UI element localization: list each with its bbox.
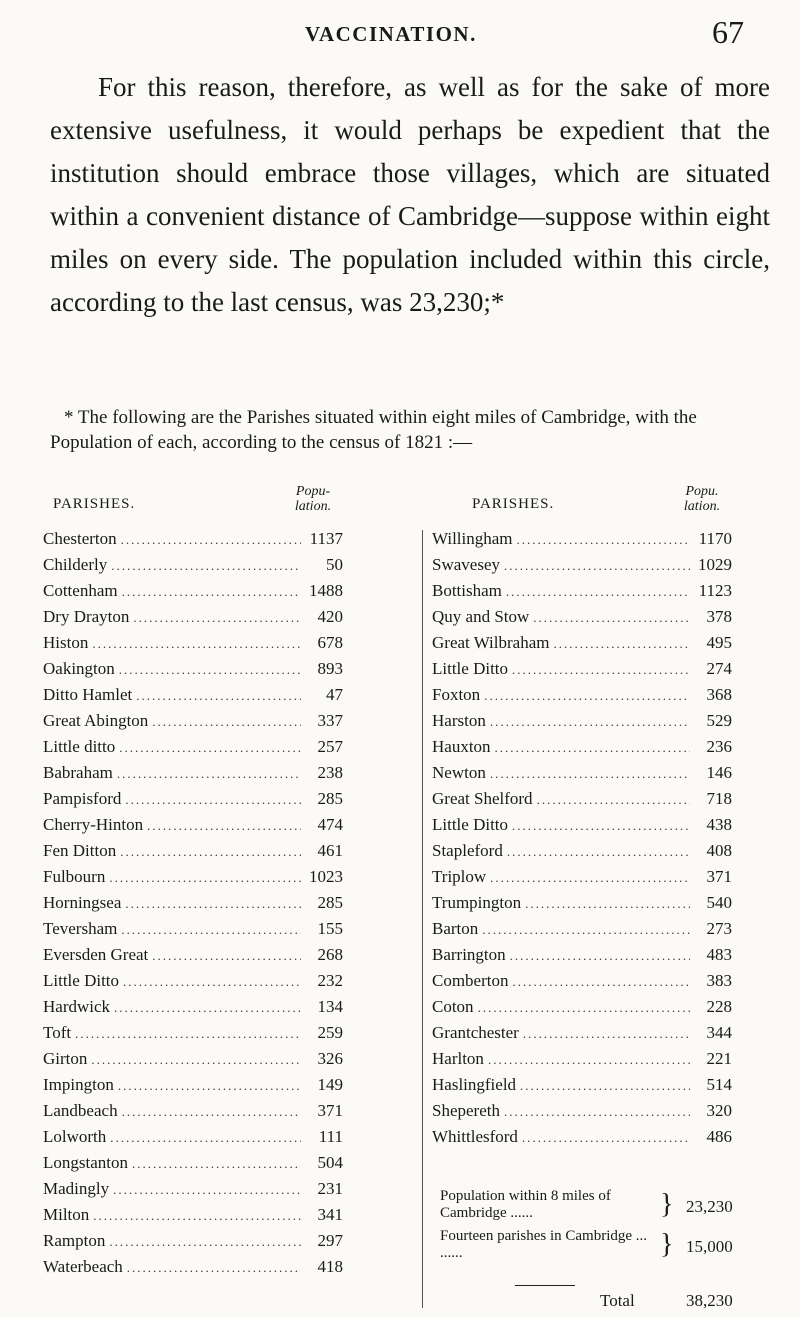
table-row <box>43 812 343 838</box>
leader-dots <box>121 917 301 943</box>
table-row <box>432 630 732 656</box>
parish-name: Lolworth <box>43 1127 107 1146</box>
population-value: 540 <box>706 893 732 912</box>
parish-name: Little ditto <box>43 737 116 756</box>
leader-dots <box>75 1021 301 1047</box>
leader-dots <box>133 605 301 631</box>
leader-dots <box>482 917 690 943</box>
leader-dots <box>517 527 690 553</box>
leader-dots <box>504 1099 690 1125</box>
population-value: 474 <box>317 815 343 834</box>
table-row <box>432 994 732 1020</box>
body-paragraph <box>50 66 770 324</box>
population-value: 232 <box>317 971 343 990</box>
right-rows <box>432 526 732 1150</box>
population-value: 514 <box>706 1075 732 1094</box>
parish-name: Girton <box>43 1049 88 1068</box>
parish-name: Swavesey <box>432 555 500 574</box>
population-value: 371 <box>706 867 732 886</box>
table-row <box>43 656 343 682</box>
parish-name: Dry Drayton <box>43 607 130 626</box>
table-row <box>43 890 343 916</box>
table-row <box>43 1124 343 1150</box>
population-value: 155 <box>317 919 343 938</box>
parishes-header: PARISHES. <box>472 496 555 512</box>
table-row <box>43 1202 343 1228</box>
leader-dots <box>523 1021 690 1047</box>
population-value: 1023 <box>309 867 343 886</box>
leader-dots <box>533 605 690 631</box>
table-row <box>43 708 343 734</box>
leader-dots <box>512 657 690 683</box>
table-row <box>43 552 343 578</box>
population-value: 378 <box>706 607 732 626</box>
brace: } <box>660 1189 674 1220</box>
leader-dots <box>117 761 301 787</box>
table-row <box>43 1046 343 1072</box>
leader-dots <box>132 1151 301 1177</box>
population-value: 337 <box>317 711 343 730</box>
parish-name: Haslingfield <box>432 1075 517 1094</box>
population-value: 344 <box>706 1023 732 1042</box>
table-row <box>432 1124 732 1150</box>
leader-dots <box>147 813 301 839</box>
table-row <box>432 656 732 682</box>
parish-name: Horningsea <box>43 893 122 912</box>
population-value: 297 <box>317 1231 343 1250</box>
paragraph-text: For this reason, therefore, as well as for the sake of more extensive usefulness, it would perhaps be expedient that the institution should embrace those villages, which are situated within a convenient distance of Cambridge—suppose within eight miles on every side. The population included within this circle, according to the last census, was 23,230;* <box>50 72 770 317</box>
parish-name: Cherry-Hinton <box>43 815 144 834</box>
table-row <box>43 864 343 890</box>
leader-dots <box>109 865 301 891</box>
total-rule <box>515 1285 575 1286</box>
table-row <box>43 734 343 760</box>
table-row <box>432 812 732 838</box>
population-value: 238 <box>317 763 343 782</box>
table-row <box>432 916 732 942</box>
leader-dots <box>114 995 301 1021</box>
leader-dots <box>522 1125 690 1151</box>
table-row <box>432 968 732 994</box>
table-row <box>432 708 732 734</box>
leader-dots <box>490 709 690 735</box>
leader-dots <box>118 1073 301 1099</box>
parish-name: Fen Ditton <box>43 841 117 860</box>
parish-name: Impington <box>43 1075 114 1094</box>
population-value: 486 <box>706 1127 732 1146</box>
population-value: 1488 <box>309 581 343 600</box>
leader-dots <box>152 943 301 969</box>
summary-value: 15,000 <box>686 1237 733 1256</box>
table-row <box>43 1098 343 1124</box>
population-value: 47 <box>326 685 343 704</box>
parish-name: Little Ditto <box>432 815 509 834</box>
population-value: 420 <box>317 607 343 626</box>
page-header <box>0 14 800 54</box>
parish-name: Grantchester <box>432 1023 519 1042</box>
population-value: 285 <box>317 893 343 912</box>
parish-name: Shepereth <box>432 1101 500 1120</box>
population-value: 326 <box>317 1049 343 1068</box>
table-row <box>432 890 732 916</box>
parish-name: Great Shelford <box>432 789 533 808</box>
table-row <box>432 864 732 890</box>
total-value: 38,230 <box>686 1291 733 1310</box>
parish-name: Hauxton <box>432 737 491 756</box>
leader-dots <box>119 735 301 761</box>
population-value: 268 <box>317 945 343 964</box>
table-row <box>43 968 343 994</box>
leader-dots <box>91 1047 301 1073</box>
leader-dots <box>136 683 301 709</box>
population-value: 221 <box>706 1049 732 1068</box>
brace: } <box>660 1229 674 1260</box>
parish-name: Great Abington <box>43 711 149 730</box>
leader-dots <box>110 1125 301 1151</box>
parish-name: Landbeach <box>43 1101 118 1120</box>
table-row <box>43 838 343 864</box>
table-row <box>43 1020 343 1046</box>
table-row <box>43 526 343 552</box>
parish-name: Comberton <box>432 971 509 990</box>
leader-dots <box>113 1177 301 1203</box>
parish-name: Fulbourn <box>43 867 106 886</box>
parish-name: Eversden Great <box>43 945 149 964</box>
leader-dots <box>119 657 301 683</box>
table-row <box>43 1228 343 1254</box>
parish-name: Teversham <box>43 919 118 938</box>
population-value: 341 <box>317 1205 343 1224</box>
leader-dots <box>512 813 690 839</box>
summary-value: 23,230 <box>686 1197 733 1216</box>
leader-dots <box>525 891 690 917</box>
parish-name: Pampisford <box>43 789 122 808</box>
parishes-header: PARISHES. <box>53 496 136 512</box>
population-value: 231 <box>317 1179 343 1198</box>
table-row <box>43 1176 343 1202</box>
leader-dots <box>537 787 690 813</box>
table-row <box>43 942 343 968</box>
table-row <box>432 682 732 708</box>
leader-dots <box>122 579 301 605</box>
parish-table-right <box>432 484 732 1150</box>
footnote <box>50 405 770 455</box>
parish-name: Histon <box>43 633 89 652</box>
table-row <box>432 526 732 552</box>
leader-dots <box>520 1073 690 1099</box>
leader-dots <box>111 553 301 579</box>
leader-dots <box>506 579 690 605</box>
leader-dots <box>120 839 301 865</box>
parish-name: Milton <box>43 1205 90 1224</box>
leader-dots <box>121 527 301 553</box>
parish-name: Whittlesford <box>432 1127 518 1146</box>
population-value: 461 <box>317 841 343 860</box>
population-value: 408 <box>706 841 732 860</box>
parish-name: Hardwick <box>43 997 111 1016</box>
population-value: 1137 <box>309 529 343 548</box>
parish-name: Willingham <box>432 529 513 548</box>
population-value: 893 <box>317 659 343 678</box>
population-value: 111 <box>318 1127 343 1146</box>
table-row <box>43 578 343 604</box>
parish-name: Stapleford <box>432 841 503 860</box>
leader-dots <box>513 969 691 995</box>
leader-dots <box>109 1229 301 1255</box>
population-value: 483 <box>706 945 732 964</box>
table-row <box>432 942 732 968</box>
population-value: 718 <box>706 789 732 808</box>
parish-name: Barton <box>432 919 479 938</box>
table-row <box>43 1072 343 1098</box>
population-value: 228 <box>706 997 732 1016</box>
parish-name: Cottenham <box>43 581 118 600</box>
table-row <box>432 786 732 812</box>
parish-name: Longstanton <box>43 1153 128 1172</box>
leader-dots <box>125 891 301 917</box>
left-rows <box>43 526 343 1280</box>
table-row <box>43 916 343 942</box>
population-header: Popu. lation. <box>683 484 721 514</box>
page-number: 67 <box>712 14 744 50</box>
leader-dots <box>488 1047 690 1073</box>
population-value: 146 <box>706 763 732 782</box>
leader-dots <box>490 761 690 787</box>
parish-name: Quy and Stow <box>432 607 530 626</box>
population-value: 371 <box>317 1101 343 1120</box>
parish-table-left <box>43 484 343 1280</box>
population-value: 495 <box>706 633 732 652</box>
running-title: VACCINATION. <box>305 22 477 46</box>
population-value: 50 <box>326 555 343 574</box>
leader-dots <box>490 865 690 891</box>
population-value: 1029 <box>698 555 732 574</box>
leader-dots <box>152 709 301 735</box>
parish-name: Chesterton <box>43 529 117 548</box>
leader-dots <box>504 553 690 579</box>
parish-name: Harston <box>432 711 486 730</box>
parish-name: Ditto Hamlet <box>43 685 133 704</box>
leader-dots <box>125 787 301 813</box>
table-row <box>43 786 343 812</box>
table-row <box>43 630 343 656</box>
population-value: 504 <box>317 1153 343 1172</box>
population-value: 529 <box>706 711 732 730</box>
summary-line <box>440 1188 760 1228</box>
leader-dots <box>478 995 690 1021</box>
population-value: 678 <box>317 633 343 652</box>
table-header-right <box>432 484 732 526</box>
population-value: 259 <box>317 1023 343 1042</box>
table-row <box>432 1046 732 1072</box>
population-summary <box>440 1188 760 1310</box>
parish-name: Childerly <box>43 555 108 574</box>
parish-name: Harlton <box>432 1049 484 1068</box>
population-value: 438 <box>706 815 732 834</box>
population-value: 285 <box>317 789 343 808</box>
leader-dots <box>127 1255 301 1281</box>
population-value: 273 <box>706 919 732 938</box>
table-row <box>43 1150 343 1176</box>
leader-dots <box>484 683 690 709</box>
parish-name: Madingly <box>43 1179 110 1198</box>
parish-name: Bottisham <box>432 581 502 600</box>
population-header: Popu- lation. <box>294 484 332 514</box>
table-row <box>432 578 732 604</box>
parish-name: Oakington <box>43 659 115 678</box>
parish-name: Great Wilbraham <box>432 633 550 652</box>
population-value: 1123 <box>698 581 732 600</box>
leader-dots <box>93 1203 301 1229</box>
table-row <box>43 682 343 708</box>
table-row <box>432 552 732 578</box>
table-row <box>43 760 343 786</box>
population-value: 257 <box>317 737 343 756</box>
leader-dots <box>122 1099 301 1125</box>
table-row <box>432 838 732 864</box>
table-row <box>43 1254 343 1280</box>
table-row <box>43 604 343 630</box>
leader-dots <box>507 839 690 865</box>
population-value: 368 <box>706 685 732 704</box>
population-value: 274 <box>706 659 732 678</box>
table-row <box>432 604 732 630</box>
table-row <box>432 1072 732 1098</box>
leader-dots <box>553 631 690 657</box>
parish-name: Newton <box>432 763 486 782</box>
parish-name: Foxton <box>432 685 481 704</box>
parish-name: Waterbeach <box>43 1257 123 1276</box>
parish-name: Triplow <box>432 867 487 886</box>
population-value: 383 <box>706 971 732 990</box>
summary-label: Fourteen parishes in Cambridge ... ...... <box>440 1228 648 1261</box>
population-value: 134 <box>317 997 343 1016</box>
parish-name: Little Ditto <box>43 971 120 990</box>
population-value: 149 <box>317 1075 343 1094</box>
leader-dots <box>92 631 301 657</box>
summary-line <box>440 1228 760 1268</box>
leader-dots <box>495 735 690 761</box>
table-row <box>432 760 732 786</box>
table-row <box>43 994 343 1020</box>
parish-name: Barrington <box>432 945 506 964</box>
column-divider <box>422 530 423 1308</box>
summary-label: Population within 8 miles of Cambridge ...... <box>440 1188 611 1221</box>
table-row <box>432 734 732 760</box>
table-row <box>432 1020 732 1046</box>
parish-name: Rampton <box>43 1231 106 1250</box>
table-header-left <box>43 484 343 526</box>
population-value: 418 <box>317 1257 343 1276</box>
footnote-text: * The following are the Parishes situated within eight miles of Cambridge, with the Population of each, according to the census of 1821 :— <box>50 407 697 453</box>
total-label: Total <box>600 1291 635 1310</box>
population-value: 320 <box>706 1101 732 1120</box>
table-row <box>432 1098 732 1124</box>
population-value: 1170 <box>698 529 732 548</box>
parish-name: Toft <box>43 1023 72 1042</box>
parish-name: Little Ditto <box>432 659 509 678</box>
leader-dots <box>510 943 690 969</box>
parish-name: Coton <box>432 997 474 1016</box>
population-value: 236 <box>706 737 732 756</box>
parish-name: Babraham <box>43 763 113 782</box>
leader-dots <box>123 969 301 995</box>
parish-name: Trumpington <box>432 893 522 912</box>
